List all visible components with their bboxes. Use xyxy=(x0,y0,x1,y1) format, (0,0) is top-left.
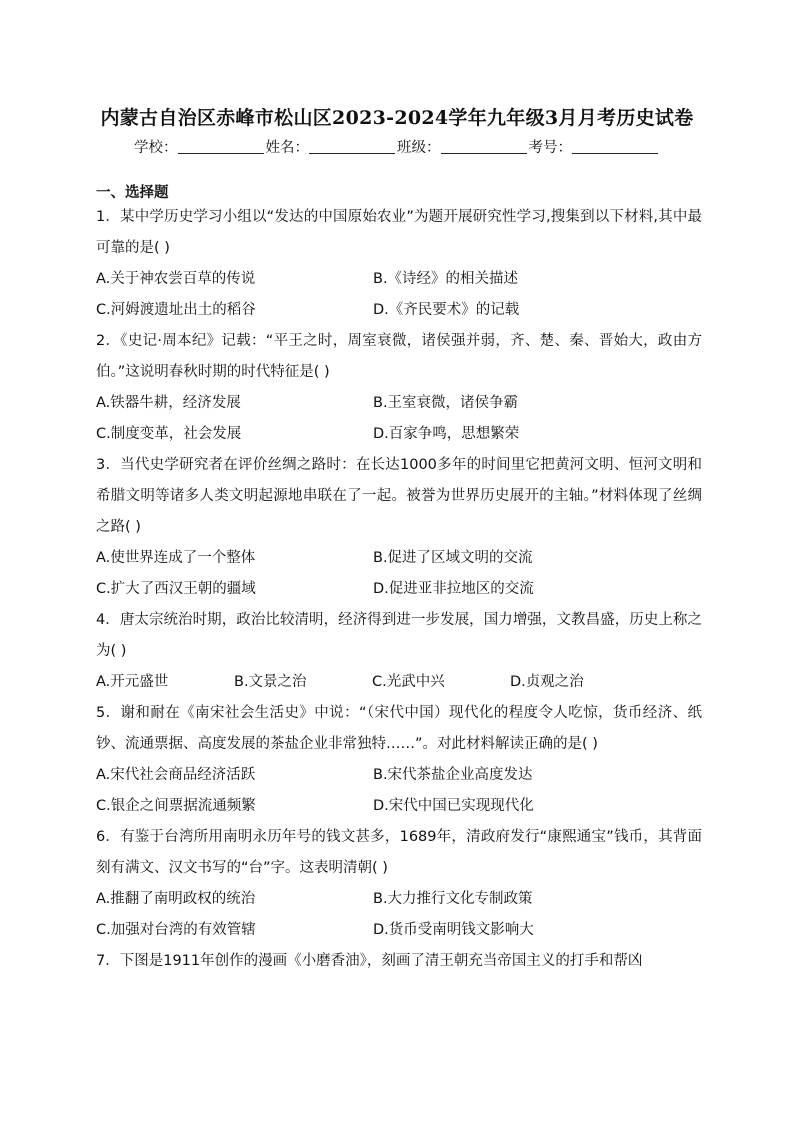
option-d[interactable]: D.百家争鸣，思想繁荣 xyxy=(373,426,520,442)
class-blank[interactable] xyxy=(441,139,527,154)
section-heading: 一、选择题 xyxy=(96,185,169,201)
option-a[interactable]: A.铁器牛耕，经济发展 xyxy=(96,395,241,411)
option-c[interactable]: C.加强对台湾的有效管辖 xyxy=(96,922,256,938)
option-a[interactable]: A.关于神农尝百草的传说 xyxy=(96,271,256,287)
options xyxy=(96,884,702,946)
school-blank[interactable] xyxy=(178,139,264,154)
question-5 xyxy=(96,698,702,822)
option-c[interactable]: C.制度变革，社会发展 xyxy=(96,426,242,442)
option-d[interactable]: D.《齐民要术》的记载 xyxy=(373,302,520,318)
question-7 xyxy=(96,946,702,977)
option-a[interactable]: A.推翻了南明政权的统治 xyxy=(96,891,256,907)
question-1 xyxy=(96,202,702,326)
name-label: 姓名： xyxy=(265,140,309,156)
option-d[interactable]: D.货币受南明钱文影响大 xyxy=(373,922,534,938)
student-info-line xyxy=(0,136,794,157)
option-b[interactable]: B.宋代茶盐企业高度发达 xyxy=(373,767,533,783)
option-c[interactable]: C.河姆渡遗址出土的稻谷 xyxy=(96,302,256,318)
option-b[interactable]: B.《诗经》的相关描述 xyxy=(373,271,519,287)
question-stem: 4．唐太宗统治时期，政治比较清明，经济得到进一步发展，国力增强，文教昌盛，历史上称之为( ) xyxy=(96,612,702,659)
question-stem: 3．当代史学研究者在评价丝绸之路时：在长达1000多年的时间里它把黄河文明、恒河文明和希腊文明等诸多人类文明起源地串联在了一起。被誉为世界历史展开的主轴。”材料体现了丝绸之路( ) xyxy=(96,457,702,535)
option-d[interactable]: D.宋代中国已实现现代化 xyxy=(373,798,534,814)
options xyxy=(96,667,702,698)
question-stem: 1．某中学历史学习小组以“发达的中国原始农业”为题开展研究性学习,搜集到以下材料,其中最可靠的是( ) xyxy=(96,209,702,256)
id-label: 考号： xyxy=(528,140,572,156)
question-stem: 7．下图是1911年创作的漫画《小磨香油》，刻画了清王朝充当帝国主义的打手和帮凶 xyxy=(96,953,643,969)
question-3 xyxy=(96,450,702,605)
options xyxy=(96,264,702,326)
option-c[interactable]: C.银企之间票据流通频繁 xyxy=(96,798,256,814)
options xyxy=(96,760,702,822)
option-b[interactable]: B.大力推行文化专制政策 xyxy=(373,891,533,907)
option-c[interactable]: C.光武中兴 xyxy=(372,674,445,690)
question-stem: 5．谢和耐在《南宋社会生活史》中说：“（宋代中国）现代化的程度令人吃惊，货币经济、纸钞、流通票据、高度发展的茶盐企业非常独特……”。对此材料解读正确的是( ) xyxy=(96,705,702,752)
option-d[interactable]: D.促进亚非拉地区的交流 xyxy=(373,581,534,597)
questions-list xyxy=(96,202,702,977)
question-6 xyxy=(96,822,702,946)
option-b[interactable]: B.促进了区域文明的交流 xyxy=(373,550,533,566)
class-label: 班级： xyxy=(397,140,441,156)
option-b[interactable]: B.文景之治 xyxy=(234,674,307,690)
question-4 xyxy=(96,605,702,698)
options xyxy=(96,543,702,605)
options xyxy=(96,388,702,450)
option-a[interactable]: A.宋代社会商品经济活跃 xyxy=(96,767,256,783)
school-label: 学校： xyxy=(134,140,178,156)
question-stem: 2．《史记·周本纪》记载：“平王之时，周室衰微，诸侯强并弱，齐、楚、秦、晋始大，政由方伯。”这说明春秋时期的时代特征是( ) xyxy=(96,333,702,380)
option-a[interactable]: A.使世界连成了一个整体 xyxy=(96,550,256,566)
option-a[interactable]: A.开元盛世 xyxy=(96,674,169,690)
option-d[interactable]: D.贞观之治 xyxy=(510,674,584,690)
question-2 xyxy=(96,326,702,450)
option-b[interactable]: B.王室衰微，诸侯争霸 xyxy=(373,395,519,411)
exam-title: 内蒙古自治区赤峰市松山区2023-2024学年九年级3月月考历史试卷 xyxy=(100,107,694,129)
question-stem: 6．有鉴于台湾所用南明永历年号的钱文甚多，1689年，清政府发行“康熙通宝”钱币，其背面刻有满文、汉文书写的“台”字。这表明清朝( ) xyxy=(96,829,702,876)
name-blank[interactable] xyxy=(309,139,395,154)
option-c[interactable]: C.扩大了西汉王朝的疆域 xyxy=(96,581,256,597)
id-blank[interactable] xyxy=(572,139,658,154)
